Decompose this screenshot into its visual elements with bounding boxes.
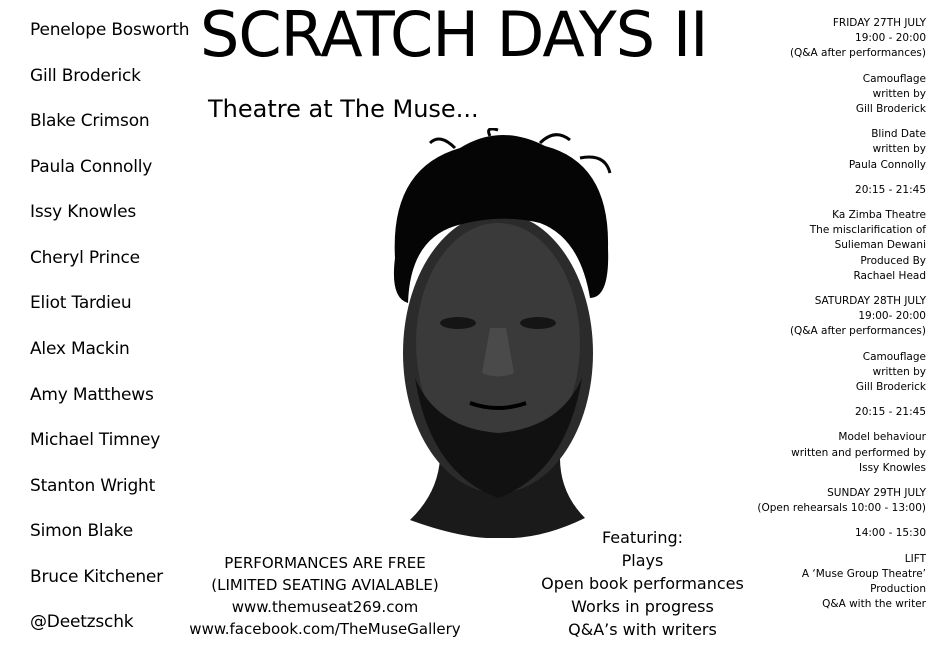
cast-name: Issy Knowles [30,202,137,222]
cast-name: Alex Mackin [30,339,130,359]
schedule-show [741,208,926,284]
schedule-line: Blind Date [871,128,926,141]
schedule-line: (Q&A after performances) [789,47,926,60]
cast-name: Eliot Tardieu [30,293,132,313]
featuring-item: Plays [621,551,664,570]
schedule-line: Production [870,583,926,596]
schedule-line: The misclarification of [809,224,926,237]
schedule-line: 19:00 - 20:00 [855,32,926,45]
featuring-heading: Featuring: [601,528,684,547]
schedule [741,16,926,623]
schedule-line: 20:15 - 21:45 [855,183,926,196]
free-notice: PERFORMANCES ARE FREE [224,554,426,572]
schedule-line: Camouflage [862,350,926,363]
schedule-line: LIFT [904,552,926,565]
cast-name: Penelope Bosworth [30,20,190,40]
schedule-line: Sulieman Dewani [834,239,926,252]
schedule-line: Issy Knowles [859,461,926,474]
schedule-line: 20:15 - 21:45 [855,406,926,419]
schedule-line: Model behaviour [838,431,926,444]
schedule-line: FRIDAY 27TH JULY [832,17,926,29]
poster-title: SCRATCH DAYS II [200,0,708,71]
schedule-line: Q&A with the writer [822,598,926,611]
schedule-line: Produced By [860,254,926,267]
schedule-line: written by [872,87,926,100]
schedule-line: Paula Connolly [848,158,926,171]
schedule-line: 19:00- 20:00 [858,310,926,323]
schedule-day-friday [741,16,926,62]
cast-name: Gill Broderick [30,66,141,86]
schedule-line: written and performed by [791,446,926,459]
cast-name: @Deetzschk [30,612,134,632]
featuring-item: Q&A’s with writers [568,620,717,639]
schedule-line: Camouflage [862,72,926,85]
schedule-line: SUNDAY 29TH JULY [827,487,926,500]
portrait-photo [370,128,630,538]
featuring-list [535,526,750,641]
website-link[interactable]: www.themuseat269.com [231,598,419,616]
featuring-item: Works in progress [571,597,714,616]
schedule-line: SATURDAY 28TH JULY [814,295,926,308]
schedule-line: Rachael Head [853,269,926,282]
schedule-line: A ‘Muse Group Theatre’ [801,567,926,580]
cast-name: Michael Timney [30,430,161,450]
schedule-day-sunday [741,486,926,516]
cast-name: Stanton Wright [30,476,156,496]
schedule-time [741,405,926,420]
facebook-link[interactable]: www.facebook.com/TheMuseGallery [189,620,461,638]
cast-name: Cheryl Prince [30,248,140,268]
schedule-line: 14:00 - 15:30 [855,527,926,540]
cast-name: Simon Blake [30,521,133,541]
schedule-line: written by [872,143,926,156]
cast-name: Paula Connolly [30,157,153,177]
featuring-item: Open book performances [541,574,744,593]
schedule-show [741,552,926,613]
ticket-info [175,552,475,640]
schedule-time [741,526,926,541]
schedule-line: Gill Broderick [855,381,926,394]
cast-name: Bruce Kitchener [30,567,163,587]
schedule-line: Ka Zimba Theatre [832,209,926,222]
schedule-line: written by [872,365,926,378]
schedule-show [741,72,926,118]
seating-notice: (LIMITED SEATING AVIALABLE) [211,576,439,594]
cast-name: Amy Matthews [30,385,154,405]
schedule-line: (Open rehearsals 10:00 - 13:00) [757,502,926,515]
cast-name: Blake Crimson [30,111,150,131]
schedule-show [741,430,926,476]
schedule-show [741,127,926,173]
schedule-line: (Q&A after performances) [789,325,926,338]
poster-subtitle: Theatre at The Muse... [208,95,479,123]
schedule-line: Gill Broderick [855,103,926,116]
schedule-day-saturday [741,294,926,340]
schedule-show [741,350,926,396]
schedule-time [741,183,926,198]
